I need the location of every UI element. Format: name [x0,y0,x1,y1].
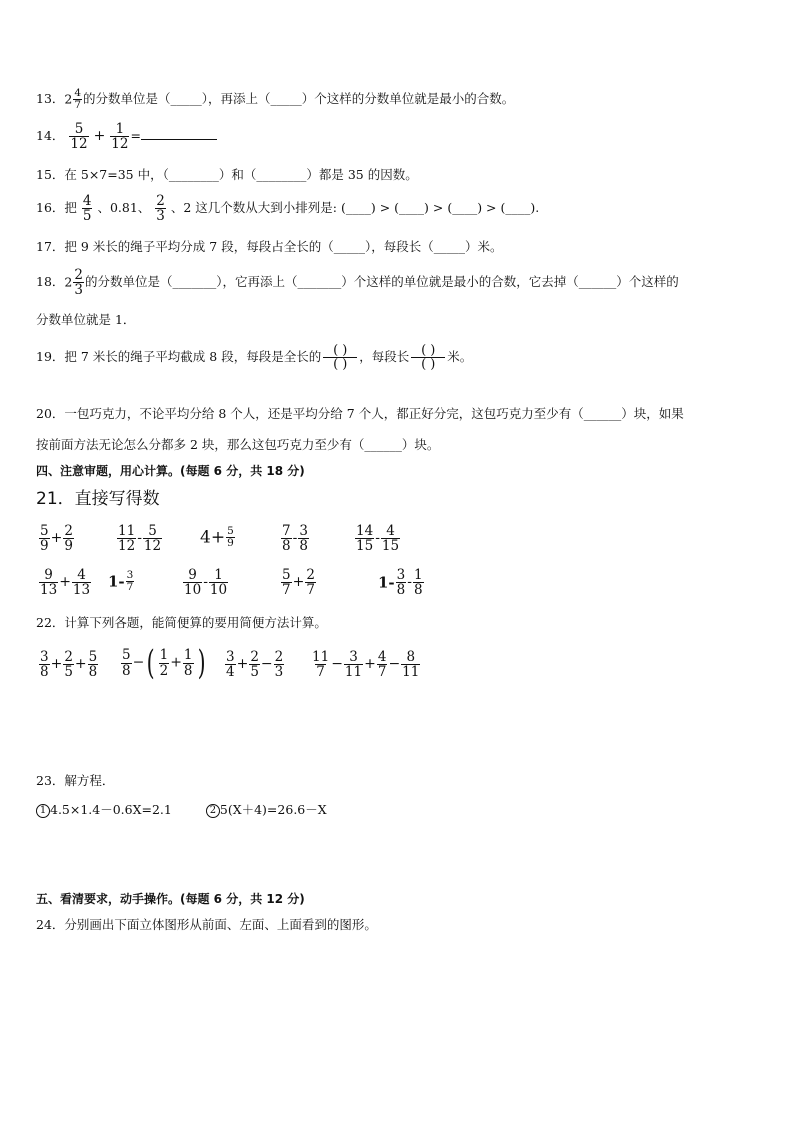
section-4-heading: 四、注意审题，用心计算。(每题 6 分，共 18 分) [36,464,305,478]
question-20: 20．一包巧克力，不论平均分给 8 个人，还是平均分给 7 个人，都正好分完，这包巧克力至少有（______）块，如果 [36,406,684,421]
answer-blank[interactable] [141,127,217,140]
question-22-title: 22．计算下列各题，能简便算的要用简便方法计算。 [36,615,327,630]
circled-number-2: 2 [206,804,220,818]
circled-number-1: 1 [36,804,50,818]
question-14: 14． $\frac{5}{12}$ + $\frac{1}{12}$ = [36,122,217,151]
q21-row1-item4: $\frac{7}{8}$ - $\frac{3}{8}$ [282,523,308,555]
fraction: $\frac{1}{12}$ [111,121,129,153]
fraction: $\frac{5}{12}$ [70,121,88,153]
question-17: 17．把 9 米长的绳子平均分成 7 段，每段占全长的（_____），每段长（_____）米。 [36,239,503,254]
question-16: 16．把 $\frac{4}{5}$ 、0.81、 $\frac{2}{3}$ 、2 这几个数从大到小排列是: (____) > (____) > (____) > (____). [36,193,540,225]
question-13 [36,88,514,111]
q22-expression-2: $\frac{5}{8}$ −( $\frac{1}{2}$ + $\frac{1}{8}$ ) [122,643,206,683]
question-23-equations: 1 4.5×1.4－0.6X=2.1 2 5(X＋4)=26.6－X [36,801,327,819]
question-13-number: 13． [36,91,65,107]
mixed-number: 2 $\frac{4}{7}$ [64,87,82,112]
q21-row2-item1: $\frac{9}{13}$ + $\frac{4}{13}$ [40,567,91,599]
question-23-title: 23．解方程． [36,773,115,788]
q21-row1-item3: 4+ $\frac{5}{9}$ [200,525,234,550]
question-13-text: 的分数单位是（_____），再添上（_____）个这样的分数单位就是最小的合数。 [83,91,515,107]
q21-row2-item3: $\frac{9}{10}$ - $\frac{1}{10}$ [184,567,228,599]
question-18: 18．2 $\frac{2}{3}$ 的分数单位是（_______），它再添上（_______）个这样的单位就是最小的合数，它去掉（______）个这样的 [36,267,679,299]
blank-fraction[interactable]: ( ) ( ) [411,344,445,371]
q22-expression-4: $\frac{11}{7}$ − $\frac{3}{11}$ + $\frac{4}{7}$ − $\frac{8}{11}$ [312,649,420,681]
fraction: $\frac{4}{5}$ [82,193,92,225]
fraction: $\frac{2}{3}$ [74,267,83,299]
question-19: 19．把 7 米长的绳子平均截成 8 段，每段是全长的 ( ) ( ) ，每段长 ( ) ( ) 米。 [36,343,473,372]
q21-row1-item2: $\frac{11}{12}$ - $\frac{5}{12}$ [118,523,162,555]
q21-row2-item5: 1- $\frac{3}{8}$ - $\frac{1}{8}$ [378,567,423,599]
q21-row2-item2: 1- $\frac{3}{7}$ [108,569,134,594]
question-24: 24．分别画出下面立体图形从前面、左面、上面看到的图形。 [36,917,377,932]
fraction: $\frac{4}{7}$ [74,87,82,112]
question-18-continued: 分数单位就是 1． [36,312,136,327]
section-5-heading: 五、看清要求，动手操作。(每题 6 分，共 12 分) [36,892,305,906]
q21-row1-item1: $\frac{5}{9}$ + $\frac{2}{9}$ [40,523,73,555]
fraction: $\frac{2}{3}$ [156,193,165,225]
question-20-continued: 按前面方法无论怎么分都多 2 块，那么这包巧克力至少有（______）块。 [36,437,440,452]
blank-fraction[interactable]: ( ) ( ) [323,344,357,371]
question-21-title: 21．直接写得数 [36,489,160,509]
q21-row2-item4: $\frac{5}{7}$ + $\frac{2}{7}$ [282,567,315,599]
q21-row1-item5: $\frac{14}{15}$ - $\frac{4}{15}$ [356,523,400,555]
q22-expression-3: $\frac{3}{4}$ + $\frac{2}{5}$ − $\frac{2}{3}$ [226,649,284,681]
q22-expression-1: $\frac{3}{8}$ + $\frac{2}{5}$ + $\frac{5}{8}$ [40,649,98,681]
question-15: 15．在 5×7=35 中，（________）和（________）都是 35 的因数。 [36,167,418,182]
